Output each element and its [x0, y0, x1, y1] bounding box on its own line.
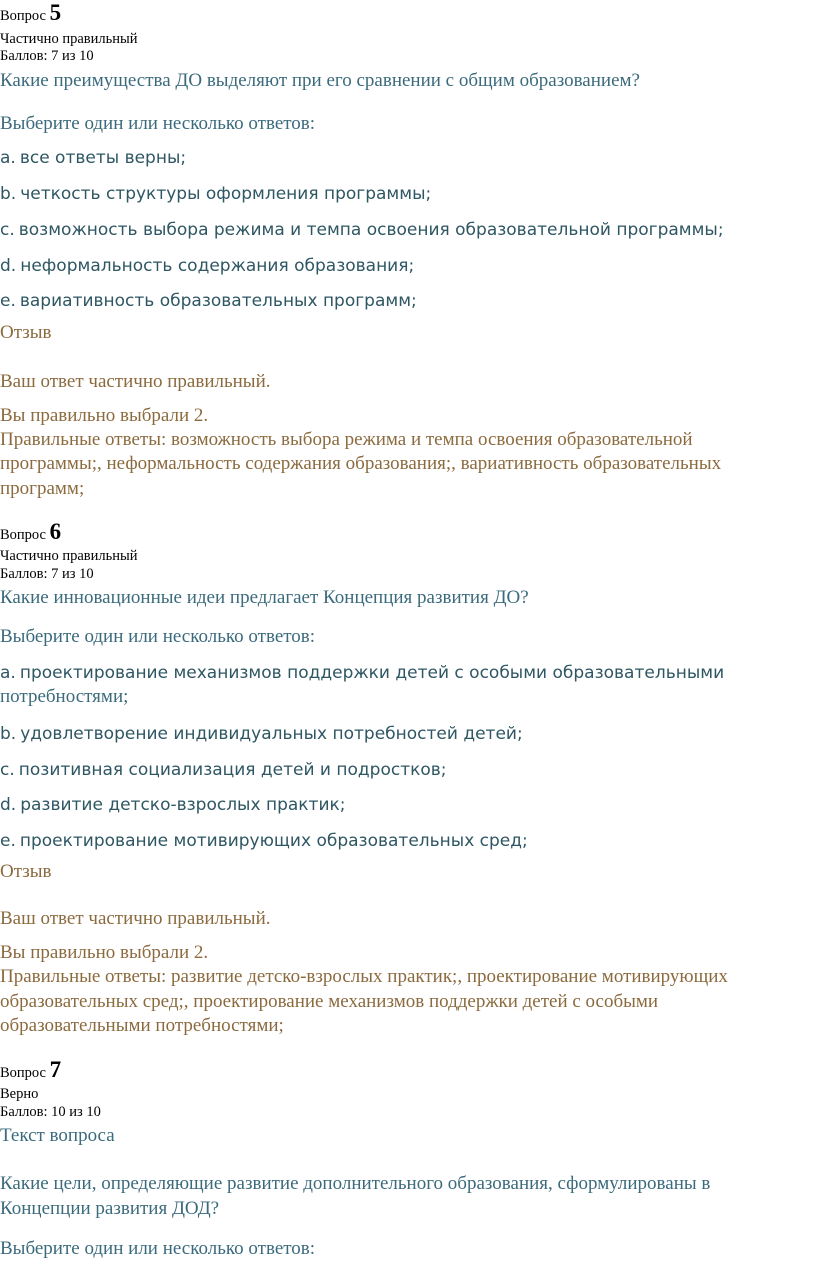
question-status: Верно [0, 1086, 39, 1102]
answer-option[interactable] [0, 793, 346, 817]
question-text: Какие инновационные идеи предлагает Концепция развития ДО? [0, 587, 529, 608]
feedback-correct-line: образовательными потребностями; [0, 1015, 284, 1036]
option-letter: e. [0, 291, 16, 311]
answer-option[interactable] [0, 661, 724, 685]
question-score: Баллов: 10 из 10 [0, 1104, 101, 1120]
option-letter: c. [0, 220, 15, 240]
option-text: развитие детско-взрослых практик; [20, 795, 346, 815]
option-text: проектирование механизмов поддержки детей с особыми образовательными [19, 663, 725, 683]
answer-prompt: Выберите один или несколько ответов: [0, 1238, 316, 1259]
question-number: 6 [49, 519, 62, 544]
question-score: Баллов: 7 из 10 [0, 48, 94, 64]
answer-prompt: Выберите один или несколько ответов: [0, 626, 316, 647]
feedback-correct-line: Правильные ответы: возможность выбора режима и темпа освоения образовательной [0, 429, 693, 450]
answer-option[interactable] [0, 758, 447, 782]
option-letter: b. [0, 724, 17, 744]
question-header [0, 0, 62, 25]
option-text: возможность выбора режима и темпа освоения образовательной программы; [18, 220, 724, 240]
answer-option[interactable] [0, 722, 523, 746]
feedback-correct-line: программы;, неформальность содержания образования;, вариативность образовательных [0, 453, 722, 474]
option-text: вариативность образовательных программ; [19, 291, 417, 311]
feedback-result: Ваш ответ частично правильный. [0, 371, 271, 392]
option-letter: a. [0, 663, 16, 683]
question-text-line: Какие цели, определяющие развитие дополнительного образования, сформулированы в [0, 1173, 711, 1194]
option-letter: b. [0, 184, 17, 204]
option-letter: c. [0, 760, 15, 780]
question-header [0, 1057, 62, 1082]
feedback-correct-line: программ; [0, 478, 85, 499]
feedback-count: Вы правильно выбрали 2. [0, 942, 209, 963]
option-text: все ответы верны; [19, 148, 187, 168]
option-letter: d. [0, 795, 17, 815]
answer-prompt: Выберите один или несколько ответов: [0, 113, 316, 134]
option-letter: a. [0, 148, 16, 168]
feedback-title: Отзыв [0, 322, 52, 343]
feedback-correct-line: образовательных сред;, проектирование механизмов поддержки детей с особыми [0, 991, 659, 1012]
question-label: Вопрос [0, 1065, 46, 1081]
question-status: Частично правильный [0, 548, 138, 564]
question-status: Частично правильный [0, 31, 138, 47]
question-score: Баллов: 7 из 10 [0, 566, 94, 582]
question-header [0, 519, 62, 544]
question-number: 7 [49, 1057, 62, 1082]
answer-option[interactable] [0, 218, 724, 242]
answer-option[interactable] [0, 289, 417, 313]
option-text: позитивная социализация детей и подростков; [18, 760, 447, 780]
feedback-correct-line: Правильные ответы: развитие детско-взрослых практик;, проектирование мотивирующих [0, 966, 728, 987]
option-letter: d. [0, 256, 17, 276]
question-text-heading: Текст вопроса [0, 1125, 115, 1146]
feedback-count: Вы правильно выбрали 2. [0, 405, 209, 426]
question-label: Вопрос [0, 8, 46, 24]
option-text-continuation: потребностями; [0, 686, 129, 707]
question-text: Какие преимущества ДО выделяют при его сравнении с общим образованием? [0, 70, 640, 91]
question-number: 5 [49, 0, 62, 25]
question-text-line: Концепции развития ДОД? [0, 1198, 220, 1219]
option-text: четкость структуры оформления программы; [20, 184, 432, 204]
option-letter: e. [0, 831, 16, 851]
option-text: проектирование мотивирующих образовательных сред; [19, 831, 528, 851]
option-text: удовлетворение индивидуальных потребностей детей; [20, 724, 523, 744]
feedback-title: Отзыв [0, 861, 52, 882]
answer-option[interactable] [0, 146, 186, 170]
feedback-result: Ваш ответ частично правильный. [0, 908, 271, 929]
answer-option[interactable] [0, 182, 431, 206]
answer-option[interactable] [0, 829, 528, 853]
option-text: неформальность содержания образования; [20, 256, 415, 276]
question-label: Вопрос [0, 527, 46, 543]
answer-option[interactable] [0, 254, 414, 278]
